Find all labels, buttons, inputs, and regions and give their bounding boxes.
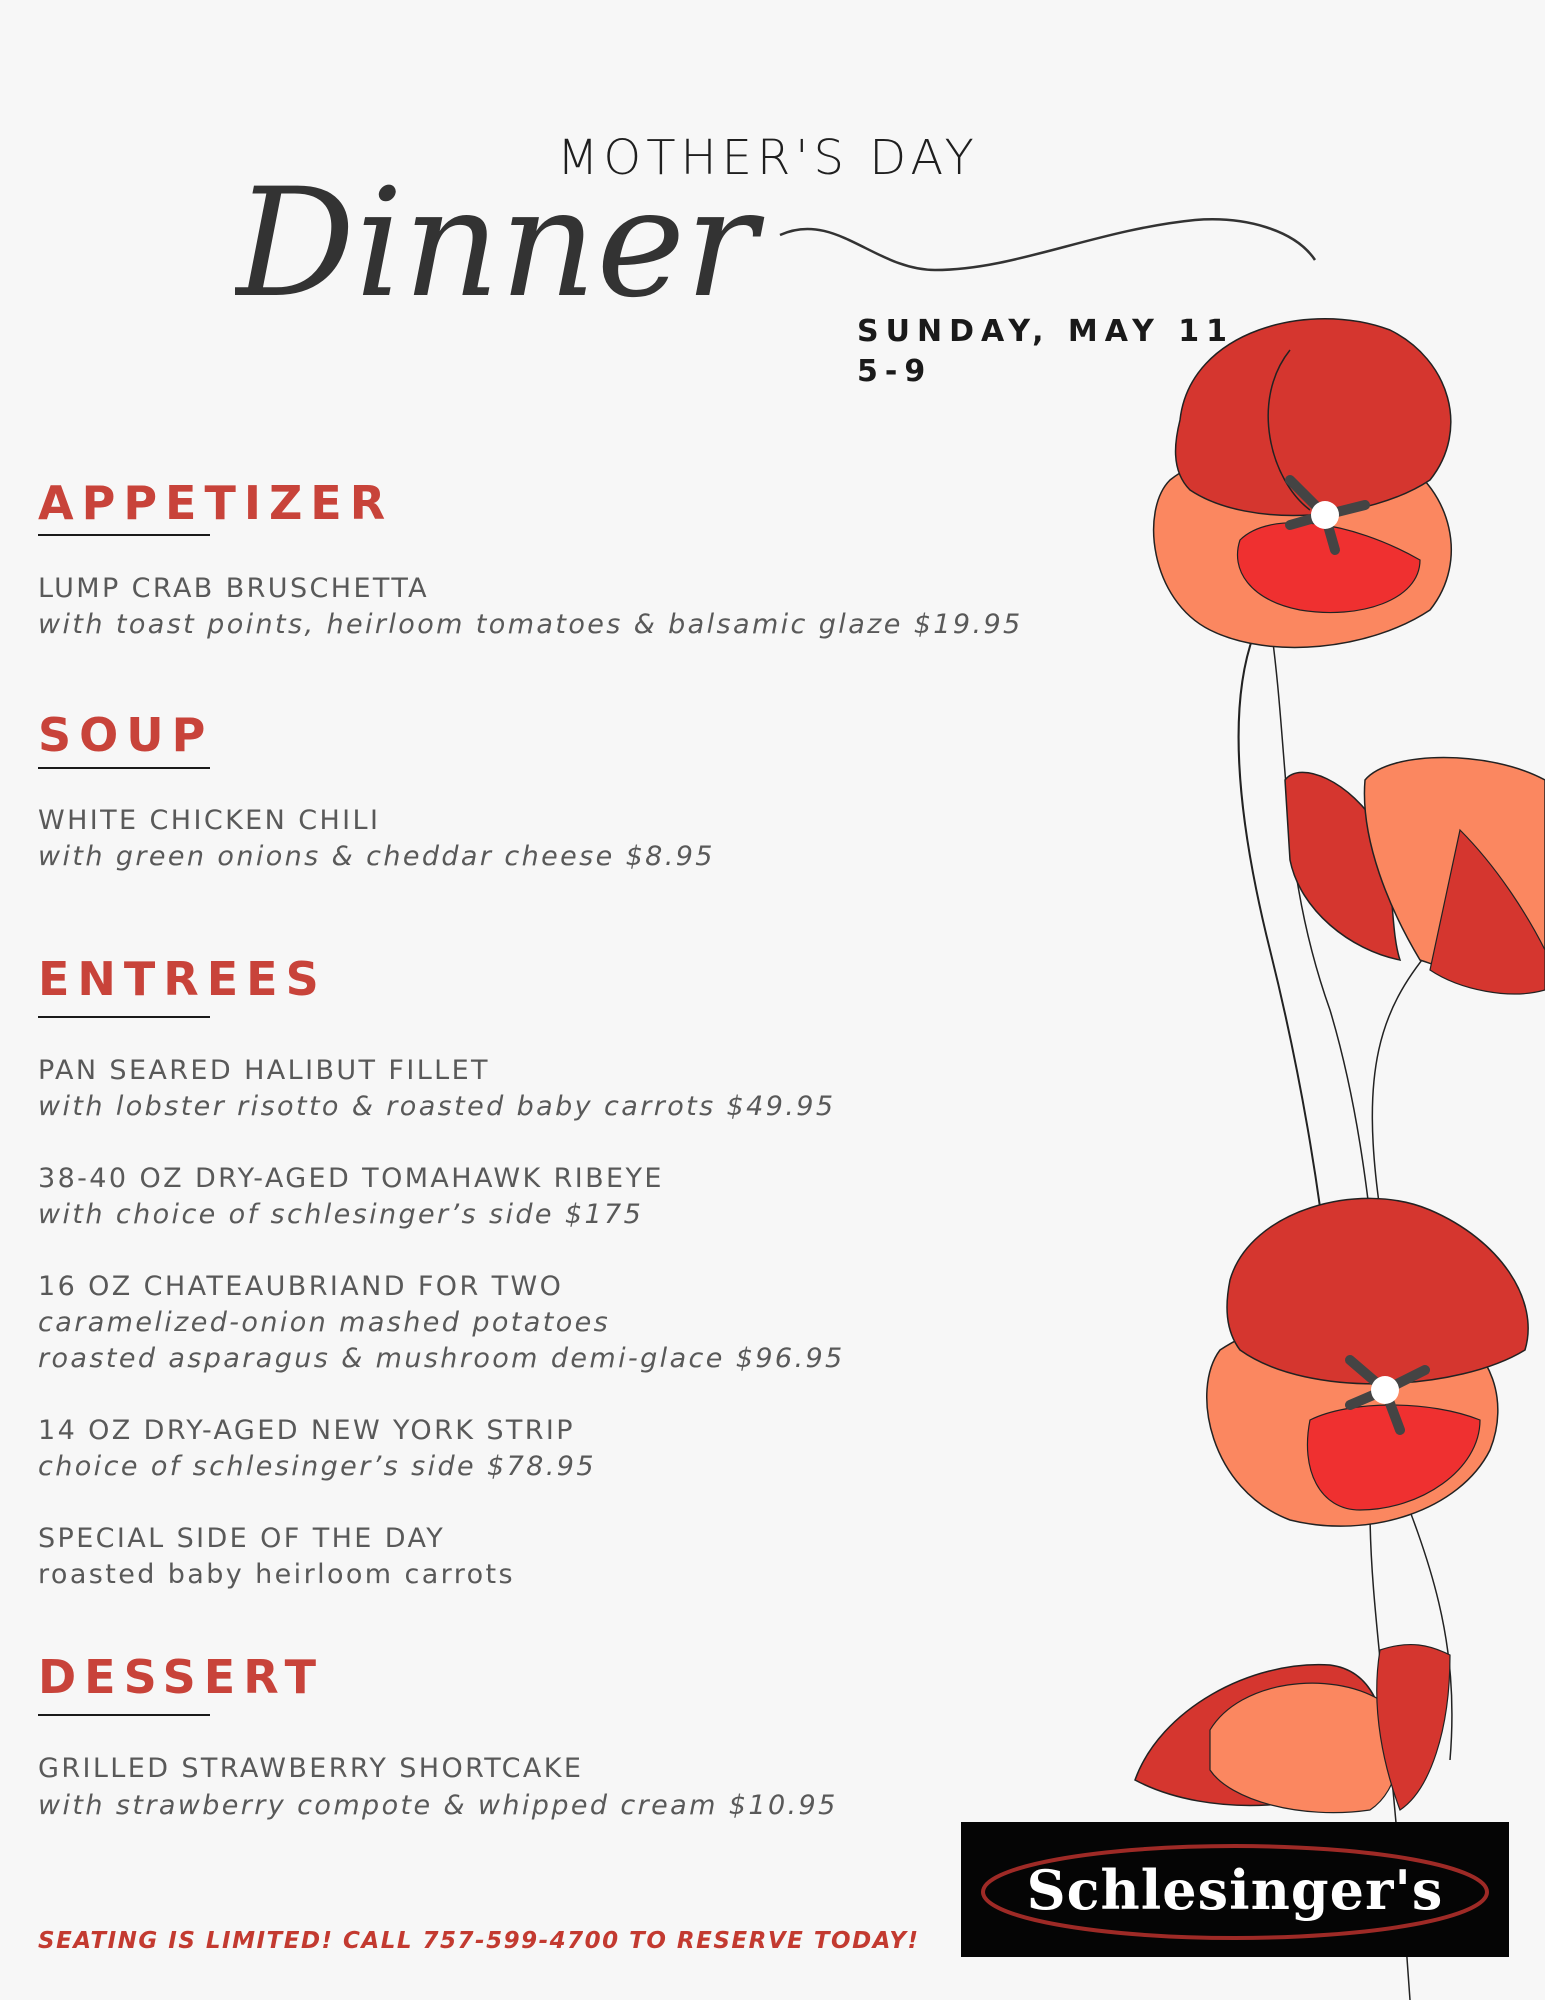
script-flourish xyxy=(780,219,1315,270)
menu-item-name: SPECIAL SIDE OF THE DAY xyxy=(38,1523,446,1554)
menu-item-desc: with toast points, heirloom tomatoes & balsamic glaze $19.95 xyxy=(38,609,1023,640)
menu-item-name: 38-40 OZ DRY-AGED TOMAHAWK RIBEYE xyxy=(38,1163,664,1194)
menu-item-desc: choice of schlesinger’s side $78.95 xyxy=(38,1451,596,1482)
menu-item-desc: with lobster risotto & roasted baby carrots $49.95 xyxy=(38,1091,836,1122)
section-rule xyxy=(38,767,210,769)
poppy-illustration xyxy=(1130,310,1545,2000)
menu-item-desc: with choice of schlesinger’s side $175 xyxy=(38,1199,644,1230)
restaurant-logo xyxy=(961,1822,1509,1957)
script-title-text: Dinner xyxy=(235,157,757,331)
menu-item-name: GRILLED STRAWBERRY SHORTCAKE xyxy=(38,1753,584,1784)
menu-item-name: WHITE CHICKEN CHILI xyxy=(38,805,381,836)
event-date: SUNDAY, MAY 11 xyxy=(857,314,1235,349)
section-rule xyxy=(38,1714,210,1716)
header-kicker: MOTHER'S DAY xyxy=(557,130,979,186)
menu-item-desc: with strawberry compote & whipped cream $10.95 xyxy=(38,1790,838,1821)
section-heading-soup: SOUP xyxy=(38,708,214,762)
section-heading-appetizer: APPETIZER xyxy=(38,476,394,530)
logo-text: Schlesinger's xyxy=(1026,1857,1444,1922)
section-heading-entrees: ENTREES xyxy=(38,952,327,1006)
menu-item-desc: roasted asparagus & mushroom demi-glace $96.95 xyxy=(38,1343,845,1374)
menu-item-desc: roasted baby heirloom carrots xyxy=(38,1559,515,1590)
menu-item-name: LUMP CRAB BRUSCHETTA xyxy=(38,573,429,604)
menu-item-name: 16 OZ CHATEAUBRIAND FOR TWO xyxy=(38,1271,564,1302)
menu-item-name: PAN SEARED HALIBUT FILLET xyxy=(38,1055,490,1086)
menu-item-desc: with green onions & cheddar cheese $8.95 xyxy=(38,841,715,872)
section-heading-dessert: DESSERT xyxy=(38,1650,324,1704)
menu-item-name: 14 OZ DRY-AGED NEW YORK STRIP xyxy=(38,1415,575,1446)
section-rule xyxy=(38,1016,210,1018)
event-time: 5-9 xyxy=(857,354,933,389)
reservation-note: SEATING IS LIMITED! CALL 757-599-4700 TO RESERVE TODAY! xyxy=(38,1928,920,1954)
section-rule xyxy=(38,534,210,536)
menu-item-desc: caramelized-onion mashed potatoes xyxy=(38,1307,611,1338)
